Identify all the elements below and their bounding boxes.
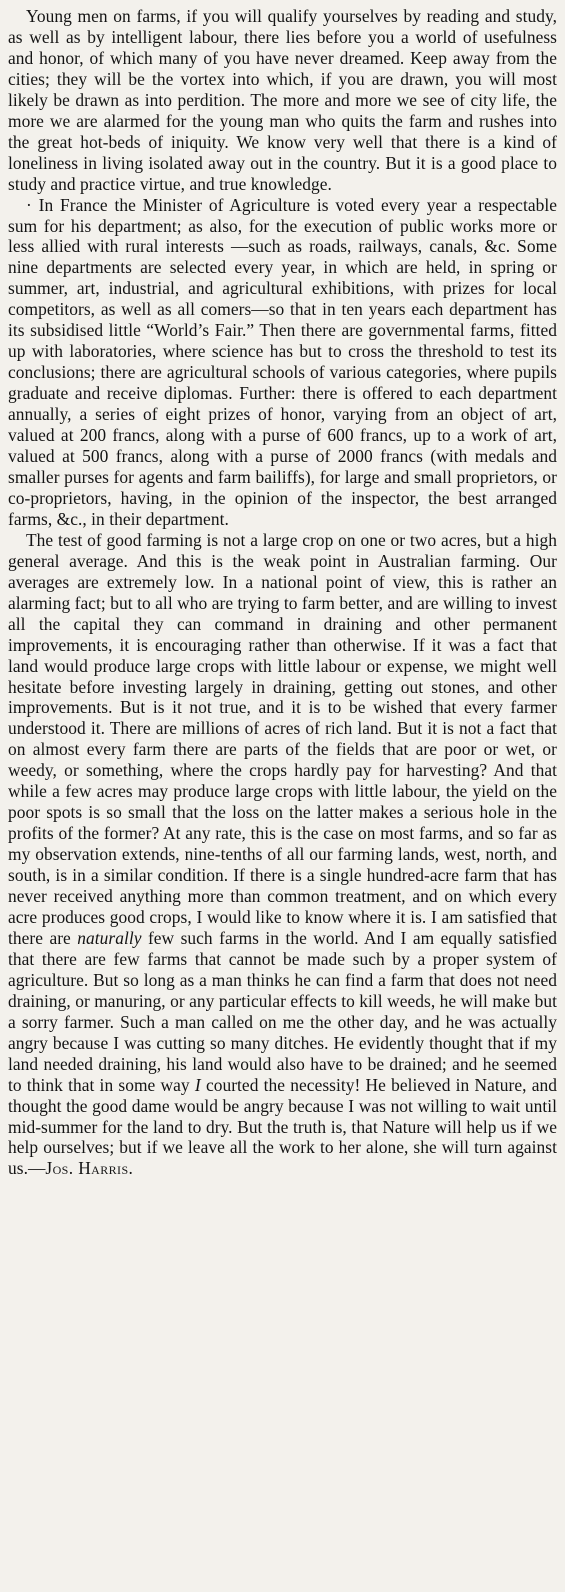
paragraph-text-part: The test of good farming is not a large crop on one or two acres, but a high general average. And this is the weak point in Australian farming. Our averages are extremely low. In a national point of view, this is rather an alarming fact; but to all who are trying to farm better, and are willing to invest all the capital they can command in draining and other permanent improvements, it is encouraging rather than otherwise. If it was a fact that land would produce large crops with little labour or expense, we might well hesitate before investing largely in draining, getting out stones, and other improvements. But is it not true, and it is to be wished that every farmer understood it. There are millions of acres of rich land. But it is not a fact that on almost every farm there are parts of the fields that are poor or wet, or weedy, or something, where the crops hardly pay for harvesting? And that while a few acres may produce large crops with little labour, the yield on the poor spots is so small that the loss on the latter makes a serious hole in the profits of the former? At any rate, this is the case on most farms, and so far as my observation extends, nine-tenths of all our farming lands, west, north, and south, is in a similar condition. If there is a single hundred-acre farm that has never received anything more than common treatment, and on which every acre produces good crops, I would like to know where it is. I am satisfied that there are bbox=[8, 529, 557, 948]
paragraph-text-part: courted the necessity! He believed in Nature, and thought the good dame would be angry because I was not willing to wait until mid-summer for the land to dry. But the truth is, that Nature will help us if we help ourselves; but if we leave all the work to her alone, she will turn against us.— bbox=[8, 1074, 557, 1179]
paragraph-france-agriculture: · In France the Minister of Agriculture is voted every year a respectable sum for his department; as also, for the execution of public works more or less allied with rural interests —such as roads, railways, canals, &c. Some nine departments are selected every year, in which are held, in spring or summer, art, industrial, and agricultural exhibitions, with prizes for local competitors, as well as all comers—so that in ten years each department has its subsidised little “World’s Fair.” Then there are governmental farms, fitted up with laboratories, where science has but to cross the threshold to test its conclusions; there are agricultural schools of various categories, where pupils graduate and receive diplomas. Further: there is offered to each department annually, a series of eight prizes of honor, varying from an object of art, valued at 200 francs, along with a purse of 600 francs, up to a work of art, valued at 500 francs, along with a purse of 2000 francs (with medals and smaller purses for agents and farm bailiffs), for large and small proprietors, or co-proprietors, having, in the opinion of the inspector, the best arranged farms, &c., in their department. bbox=[8, 194, 557, 529]
italic-word-i: I bbox=[194, 1074, 201, 1095]
author-signature: Jos. Harris. bbox=[45, 1158, 134, 1179]
paragraph-young-men: Young men on farms, if you will qualify yourselves by reading and study, as well as by intelligent labour, there lies before you a world of usefulness and honor, of which many of you have never dreamed. Keep away from the cities; they will be the vortex into which, if you are drawn, you will most likely be drawn as into perdition. The more and more we see of city life, the more we are alarmed for the young man who quits the farm and rushes into the great hot-beds of iniquity. We know very well that there is a kind of loneliness in living isolated away out in the country. But it is a good place to study and practice virtue, and true knowledge. bbox=[8, 6, 557, 194]
paragraph-text-part: few such farms in the world. And I am equally satisfied that there are few farms that cannot be made such by a proper system of agriculture. But so long as a man thinks he can find a farm that does not need draining, or manuring, or any particular effects to kill weeds, he will make but a sorry farmer. Such a man called on me the other day, and he was actually angry because I was cutting so many ditches. He evidently thought that if my land needed draining, his land would also have to be drained; and he seemed to think that in some way bbox=[8, 927, 558, 1095]
paragraph-good-farming bbox=[8, 530, 557, 1180]
italic-word-naturally: naturally bbox=[77, 927, 142, 948]
